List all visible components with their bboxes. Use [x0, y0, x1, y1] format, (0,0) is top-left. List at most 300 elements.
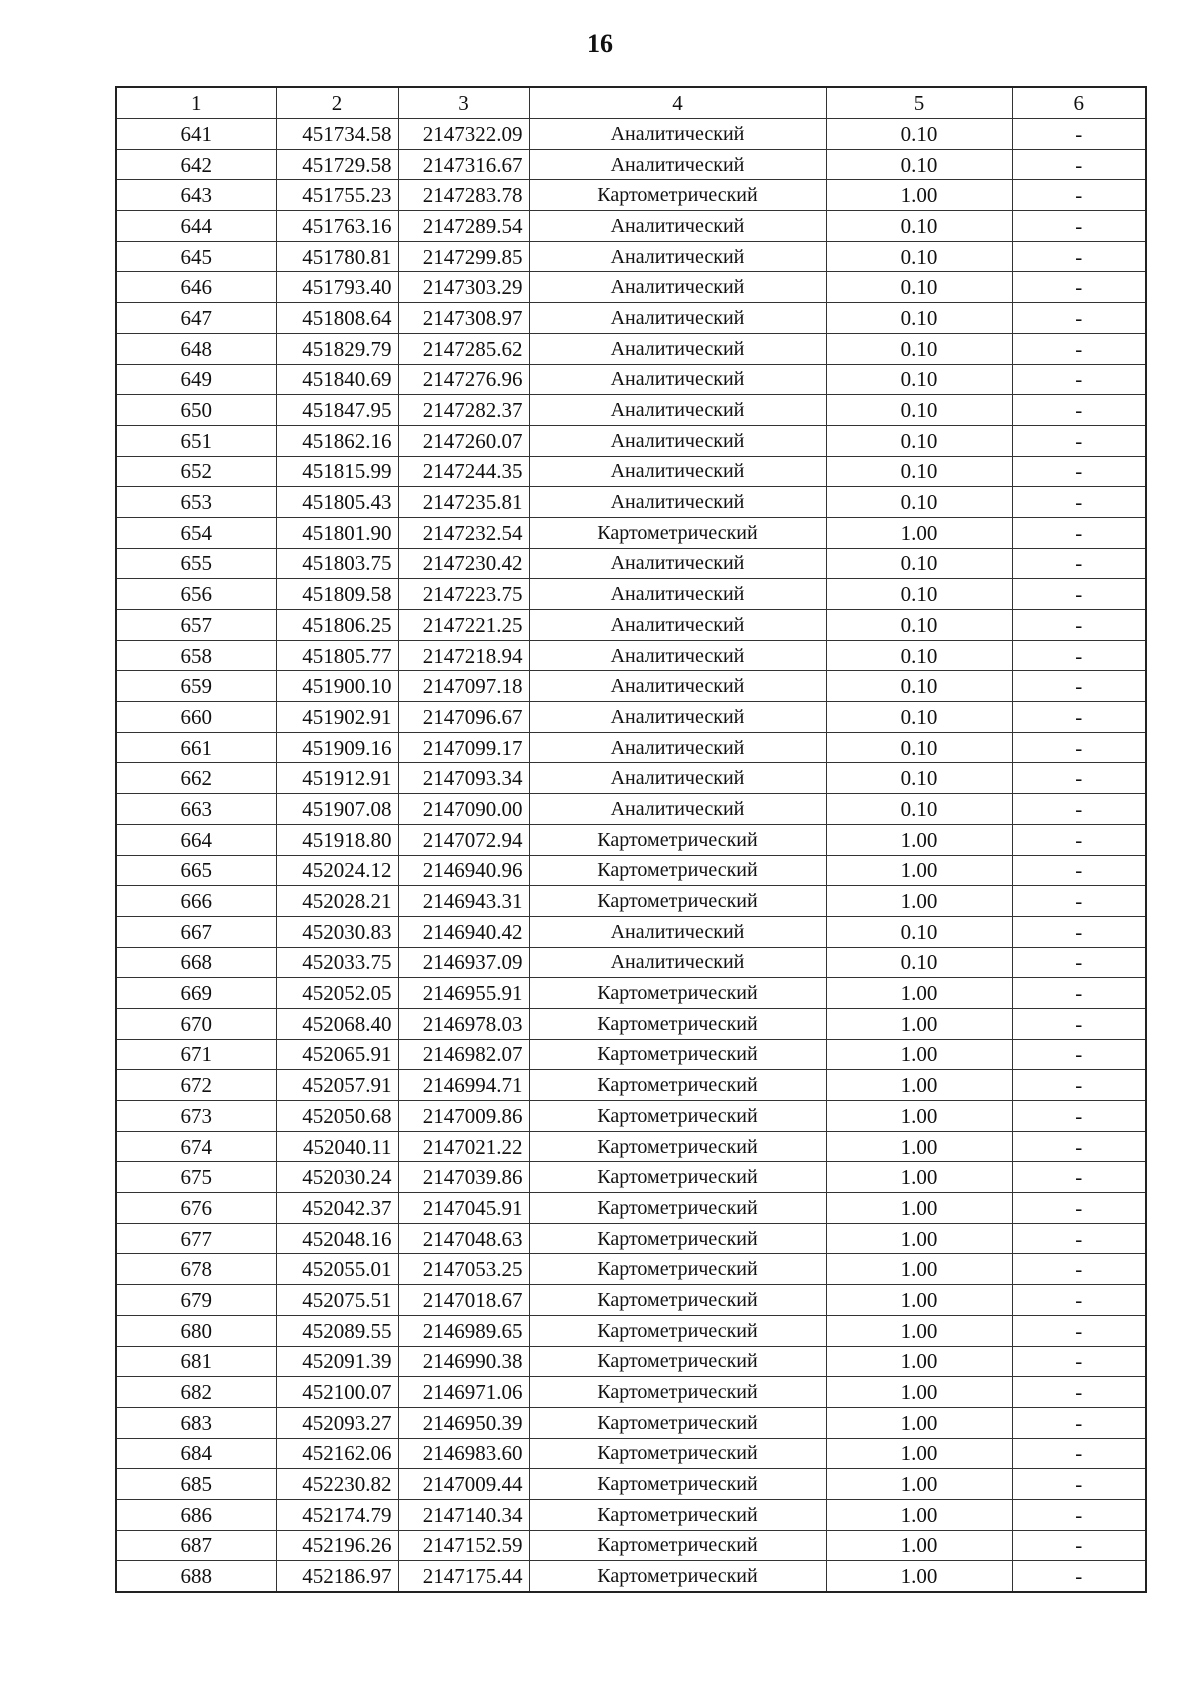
- x-coordinate-cell: 451763.16: [276, 211, 398, 242]
- y-coordinate-cell: 2147175.44: [398, 1561, 529, 1592]
- table-row: [116, 824, 1146, 855]
- note-cell: -: [1012, 1561, 1146, 1592]
- accuracy-cell: 1.00: [826, 1469, 1012, 1500]
- point-number-cell: 647: [116, 303, 276, 334]
- x-coordinate-cell: 452174.79: [276, 1499, 398, 1530]
- method-cell: Аналитический: [529, 456, 826, 487]
- y-coordinate-cell: 2146940.42: [398, 916, 529, 947]
- table-row: [116, 272, 1146, 303]
- table-row: [116, 579, 1146, 610]
- y-coordinate-cell: 2146971.06: [398, 1377, 529, 1408]
- note-cell: -: [1012, 702, 1146, 733]
- table-row: [116, 916, 1146, 947]
- point-number-cell: 678: [116, 1254, 276, 1285]
- y-coordinate-cell: 2147232.54: [398, 517, 529, 548]
- accuracy-cell: 0.10: [826, 548, 1012, 579]
- table-row: [116, 456, 1146, 487]
- accuracy-cell: 1.00: [826, 1008, 1012, 1039]
- accuracy-cell: 1.00: [826, 1285, 1012, 1316]
- y-coordinate-cell: 2147218.94: [398, 640, 529, 671]
- coordinates-table: [115, 86, 1147, 1593]
- table-row: [116, 610, 1146, 641]
- x-coordinate-cell: 452089.55: [276, 1315, 398, 1346]
- note-cell: -: [1012, 487, 1146, 518]
- method-cell: Аналитический: [529, 272, 826, 303]
- table-row: [116, 732, 1146, 763]
- method-cell: Аналитический: [529, 732, 826, 763]
- method-cell: Картометрический: [529, 180, 826, 211]
- method-cell: Картометрический: [529, 1223, 826, 1254]
- accuracy-cell: 1.00: [826, 1315, 1012, 1346]
- point-number-cell: 672: [116, 1070, 276, 1101]
- y-coordinate-cell: 2146990.38: [398, 1346, 529, 1377]
- table-row: [116, 855, 1146, 886]
- method-cell: Аналитический: [529, 702, 826, 733]
- y-coordinate-cell: 2147096.67: [398, 702, 529, 733]
- x-coordinate-cell: 452048.16: [276, 1223, 398, 1254]
- x-coordinate-cell: 451780.81: [276, 241, 398, 272]
- accuracy-cell: 0.10: [826, 456, 1012, 487]
- x-coordinate-cell: 452162.06: [276, 1438, 398, 1469]
- y-coordinate-cell: 2146983.60: [398, 1438, 529, 1469]
- point-number-cell: 679: [116, 1285, 276, 1316]
- note-cell: -: [1012, 241, 1146, 272]
- method-cell: Картометрический: [529, 1039, 826, 1070]
- method-cell: Аналитический: [529, 916, 826, 947]
- column-header-6: 6: [1012, 87, 1146, 119]
- table-row: [116, 671, 1146, 702]
- y-coordinate-cell: 2147140.34: [398, 1499, 529, 1530]
- y-coordinate-cell: 2146940.96: [398, 855, 529, 886]
- table-row: [116, 303, 1146, 334]
- method-cell: Картометрический: [529, 1162, 826, 1193]
- accuracy-cell: 0.10: [826, 395, 1012, 426]
- point-number-cell: 668: [116, 947, 276, 978]
- accuracy-cell: 0.10: [826, 671, 1012, 702]
- y-coordinate-cell: 2147308.97: [398, 303, 529, 334]
- y-coordinate-cell: 2146978.03: [398, 1008, 529, 1039]
- y-coordinate-cell: 2147009.86: [398, 1101, 529, 1132]
- x-coordinate-cell: 451806.25: [276, 610, 398, 641]
- note-cell: -: [1012, 395, 1146, 426]
- accuracy-cell: 1.00: [826, 1438, 1012, 1469]
- method-cell: Аналитический: [529, 303, 826, 334]
- accuracy-cell: 1.00: [826, 1377, 1012, 1408]
- note-cell: -: [1012, 364, 1146, 395]
- method-cell: Картометрический: [529, 978, 826, 1009]
- method-cell: Картометрический: [529, 1070, 826, 1101]
- x-coordinate-cell: 452030.83: [276, 916, 398, 947]
- point-number-cell: 685: [116, 1469, 276, 1500]
- x-coordinate-cell: 451801.90: [276, 517, 398, 548]
- x-coordinate-cell: 452057.91: [276, 1070, 398, 1101]
- point-number-cell: 671: [116, 1039, 276, 1070]
- x-coordinate-cell: 451755.23: [276, 180, 398, 211]
- table-row: [116, 487, 1146, 518]
- accuracy-cell: 1.00: [826, 1131, 1012, 1162]
- x-coordinate-cell: 452030.24: [276, 1162, 398, 1193]
- note-cell: -: [1012, 211, 1146, 242]
- note-cell: -: [1012, 1530, 1146, 1561]
- table-row: [116, 548, 1146, 579]
- accuracy-cell: 1.00: [826, 180, 1012, 211]
- note-cell: -: [1012, 1377, 1146, 1408]
- method-cell: Аналитический: [529, 548, 826, 579]
- note-cell: -: [1012, 1039, 1146, 1070]
- y-coordinate-cell: 2147097.18: [398, 671, 529, 702]
- x-coordinate-cell: 451815.99: [276, 456, 398, 487]
- note-cell: -: [1012, 732, 1146, 763]
- point-number-cell: 667: [116, 916, 276, 947]
- note-cell: -: [1012, 1008, 1146, 1039]
- x-coordinate-cell: 452040.11: [276, 1131, 398, 1162]
- point-number-cell: 646: [116, 272, 276, 303]
- point-number-cell: 662: [116, 763, 276, 794]
- y-coordinate-cell: 2146937.09: [398, 947, 529, 978]
- accuracy-cell: 1.00: [826, 886, 1012, 917]
- table-row: [116, 149, 1146, 180]
- x-coordinate-cell: 452186.97: [276, 1561, 398, 1592]
- method-cell: Аналитический: [529, 763, 826, 794]
- x-coordinate-cell: 451809.58: [276, 579, 398, 610]
- table-row: [116, 241, 1146, 272]
- table-row: [116, 119, 1146, 150]
- point-number-cell: 688: [116, 1561, 276, 1592]
- x-coordinate-cell: 451900.10: [276, 671, 398, 702]
- accuracy-cell: 0.10: [826, 732, 1012, 763]
- accuracy-cell: 0.10: [826, 272, 1012, 303]
- accuracy-cell: 0.10: [826, 947, 1012, 978]
- y-coordinate-cell: 2147283.78: [398, 180, 529, 211]
- note-cell: -: [1012, 1162, 1146, 1193]
- note-cell: -: [1012, 119, 1146, 150]
- x-coordinate-cell: 451909.16: [276, 732, 398, 763]
- method-cell: Аналитический: [529, 947, 826, 978]
- note-cell: -: [1012, 456, 1146, 487]
- y-coordinate-cell: 2147099.17: [398, 732, 529, 763]
- table-row: [116, 1438, 1146, 1469]
- table-row: [116, 640, 1146, 671]
- point-number-cell: 675: [116, 1162, 276, 1193]
- x-coordinate-cell: 451840.69: [276, 364, 398, 395]
- point-number-cell: 687: [116, 1530, 276, 1561]
- y-coordinate-cell: 2147045.91: [398, 1193, 529, 1224]
- method-cell: Картометрический: [529, 824, 826, 855]
- method-cell: Аналитический: [529, 487, 826, 518]
- x-coordinate-cell: 451803.75: [276, 548, 398, 579]
- x-coordinate-cell: 452075.51: [276, 1285, 398, 1316]
- table-row: [116, 1131, 1146, 1162]
- note-cell: -: [1012, 579, 1146, 610]
- method-cell: Картометрический: [529, 1315, 826, 1346]
- y-coordinate-cell: 2147322.09: [398, 119, 529, 150]
- accuracy-cell: 1.00: [826, 1530, 1012, 1561]
- table-row: [116, 794, 1146, 825]
- method-cell: Картометрический: [529, 1407, 826, 1438]
- y-coordinate-cell: 2147009.44: [398, 1469, 529, 1500]
- table-row: [116, 1469, 1146, 1500]
- note-cell: -: [1012, 886, 1146, 917]
- note-cell: -: [1012, 1285, 1146, 1316]
- accuracy-cell: 0.10: [826, 241, 1012, 272]
- point-number-cell: 651: [116, 425, 276, 456]
- note-cell: -: [1012, 1499, 1146, 1530]
- method-cell: Картометрический: [529, 1346, 826, 1377]
- note-cell: -: [1012, 947, 1146, 978]
- table-row: [116, 886, 1146, 917]
- point-number-cell: 666: [116, 886, 276, 917]
- accuracy-cell: 0.10: [826, 640, 1012, 671]
- table-header: [116, 87, 1146, 119]
- method-cell: Аналитический: [529, 241, 826, 272]
- x-coordinate-cell: 452055.01: [276, 1254, 398, 1285]
- point-number-cell: 665: [116, 855, 276, 886]
- point-number-cell: 656: [116, 579, 276, 610]
- accuracy-cell: 0.10: [826, 794, 1012, 825]
- point-number-cell: 660: [116, 702, 276, 733]
- table-row: [116, 702, 1146, 733]
- method-cell: Картометрический: [529, 517, 826, 548]
- accuracy-cell: 1.00: [826, 855, 1012, 886]
- y-coordinate-cell: 2147303.29: [398, 272, 529, 303]
- point-number-cell: 677: [116, 1223, 276, 1254]
- accuracy-cell: 1.00: [826, 1407, 1012, 1438]
- accuracy-cell: 1.00: [826, 1070, 1012, 1101]
- method-cell: Картометрический: [529, 1561, 826, 1592]
- table-row: [116, 1101, 1146, 1132]
- accuracy-cell: 0.10: [826, 333, 1012, 364]
- y-coordinate-cell: 2147285.62: [398, 333, 529, 364]
- note-cell: -: [1012, 548, 1146, 579]
- note-cell: -: [1012, 1223, 1146, 1254]
- accuracy-cell: 1.00: [826, 1254, 1012, 1285]
- accuracy-cell: 0.10: [826, 702, 1012, 733]
- point-number-cell: 650: [116, 395, 276, 426]
- x-coordinate-cell: 452050.68: [276, 1101, 398, 1132]
- note-cell: -: [1012, 1315, 1146, 1346]
- table-row: [116, 1315, 1146, 1346]
- accuracy-cell: 1.00: [826, 1101, 1012, 1132]
- x-coordinate-cell: 452028.21: [276, 886, 398, 917]
- y-coordinate-cell: 2147021.22: [398, 1131, 529, 1162]
- y-coordinate-cell: 2147235.81: [398, 487, 529, 518]
- note-cell: -: [1012, 763, 1146, 794]
- table-row: [116, 364, 1146, 395]
- point-number-cell: 681: [116, 1346, 276, 1377]
- point-number-cell: 680: [116, 1315, 276, 1346]
- x-coordinate-cell: 452230.82: [276, 1469, 398, 1500]
- method-cell: Аналитический: [529, 364, 826, 395]
- note-cell: -: [1012, 1254, 1146, 1285]
- point-number-cell: 658: [116, 640, 276, 671]
- table-row: [116, 1285, 1146, 1316]
- y-coordinate-cell: 2146950.39: [398, 1407, 529, 1438]
- point-number-cell: 653: [116, 487, 276, 518]
- x-coordinate-cell: 451729.58: [276, 149, 398, 180]
- x-coordinate-cell: 452052.05: [276, 978, 398, 1009]
- y-coordinate-cell: 2147230.42: [398, 548, 529, 579]
- note-cell: -: [1012, 824, 1146, 855]
- y-coordinate-cell: 2147299.85: [398, 241, 529, 272]
- x-coordinate-cell: 451847.95: [276, 395, 398, 426]
- x-coordinate-cell: 451918.80: [276, 824, 398, 855]
- y-coordinate-cell: 2147152.59: [398, 1530, 529, 1561]
- column-header-5: 5: [826, 87, 1012, 119]
- x-coordinate-cell: 451829.79: [276, 333, 398, 364]
- accuracy-cell: 0.10: [826, 487, 1012, 518]
- accuracy-cell: 0.10: [826, 119, 1012, 150]
- x-coordinate-cell: 451805.77: [276, 640, 398, 671]
- point-number-cell: 673: [116, 1101, 276, 1132]
- method-cell: Картометрический: [529, 1131, 826, 1162]
- method-cell: Аналитический: [529, 794, 826, 825]
- point-number-cell: 644: [116, 211, 276, 242]
- accuracy-cell: 1.00: [826, 824, 1012, 855]
- accuracy-cell: 1.00: [826, 1193, 1012, 1224]
- y-coordinate-cell: 2146989.65: [398, 1315, 529, 1346]
- y-coordinate-cell: 2146955.91: [398, 978, 529, 1009]
- y-coordinate-cell: 2147221.25: [398, 610, 529, 641]
- table-body: [116, 119, 1146, 1593]
- x-coordinate-cell: 451808.64: [276, 303, 398, 334]
- x-coordinate-cell: 452024.12: [276, 855, 398, 886]
- note-cell: -: [1012, 1070, 1146, 1101]
- method-cell: Аналитический: [529, 333, 826, 364]
- table-row: [116, 947, 1146, 978]
- accuracy-cell: 1.00: [826, 1499, 1012, 1530]
- table-row: [116, 1223, 1146, 1254]
- method-cell: Аналитический: [529, 149, 826, 180]
- x-coordinate-cell: 451793.40: [276, 272, 398, 303]
- y-coordinate-cell: 2147289.54: [398, 211, 529, 242]
- table-row: [116, 1162, 1146, 1193]
- note-cell: -: [1012, 671, 1146, 702]
- x-coordinate-cell: 452065.91: [276, 1039, 398, 1070]
- note-cell: -: [1012, 149, 1146, 180]
- note-cell: -: [1012, 517, 1146, 548]
- note-cell: -: [1012, 794, 1146, 825]
- point-number-cell: 641: [116, 119, 276, 150]
- method-cell: Картометрический: [529, 1193, 826, 1224]
- point-number-cell: 686: [116, 1499, 276, 1530]
- x-coordinate-cell: 451862.16: [276, 425, 398, 456]
- y-coordinate-cell: 2147260.07: [398, 425, 529, 456]
- table-row: [116, 1407, 1146, 1438]
- note-cell: -: [1012, 1193, 1146, 1224]
- table-row: [116, 517, 1146, 548]
- point-number-cell: 657: [116, 610, 276, 641]
- y-coordinate-cell: 2147282.37: [398, 395, 529, 426]
- column-header-4: 4: [529, 87, 826, 119]
- note-cell: -: [1012, 1346, 1146, 1377]
- y-coordinate-cell: 2147053.25: [398, 1254, 529, 1285]
- method-cell: Аналитический: [529, 579, 826, 610]
- y-coordinate-cell: 2147018.67: [398, 1285, 529, 1316]
- table-row: [116, 395, 1146, 426]
- method-cell: Картометрический: [529, 1008, 826, 1039]
- method-cell: Картометрический: [529, 855, 826, 886]
- note-cell: -: [1012, 1407, 1146, 1438]
- y-coordinate-cell: 2146982.07: [398, 1039, 529, 1070]
- method-cell: Аналитический: [529, 610, 826, 641]
- note-cell: -: [1012, 1101, 1146, 1132]
- point-number-cell: 659: [116, 671, 276, 702]
- method-cell: Аналитический: [529, 395, 826, 426]
- note-cell: -: [1012, 1131, 1146, 1162]
- table-row: [116, 211, 1146, 242]
- method-cell: Картометрический: [529, 1285, 826, 1316]
- accuracy-cell: 0.10: [826, 303, 1012, 334]
- table-row: [116, 1008, 1146, 1039]
- note-cell: -: [1012, 180, 1146, 211]
- point-number-cell: 645: [116, 241, 276, 272]
- accuracy-cell: 0.10: [826, 425, 1012, 456]
- accuracy-cell: 1.00: [826, 1039, 1012, 1070]
- table-row: [116, 1499, 1146, 1530]
- note-cell: -: [1012, 333, 1146, 364]
- method-cell: Аналитический: [529, 119, 826, 150]
- y-coordinate-cell: 2147316.67: [398, 149, 529, 180]
- y-coordinate-cell: 2147276.96: [398, 364, 529, 395]
- y-coordinate-cell: 2147223.75: [398, 579, 529, 610]
- point-number-cell: 649: [116, 364, 276, 395]
- column-header-3: 3: [398, 87, 529, 119]
- table-row: [116, 1039, 1146, 1070]
- point-number-cell: 661: [116, 732, 276, 763]
- point-number-cell: 648: [116, 333, 276, 364]
- note-cell: -: [1012, 303, 1146, 334]
- table-row: [116, 763, 1146, 794]
- y-coordinate-cell: 2147093.34: [398, 763, 529, 794]
- y-coordinate-cell: 2147048.63: [398, 1223, 529, 1254]
- x-coordinate-cell: 452100.07: [276, 1377, 398, 1408]
- table-row: [116, 425, 1146, 456]
- accuracy-cell: 0.10: [826, 211, 1012, 242]
- method-cell: Картометрический: [529, 886, 826, 917]
- point-number-cell: 684: [116, 1438, 276, 1469]
- method-cell: Картометрический: [529, 1254, 826, 1285]
- note-cell: -: [1012, 640, 1146, 671]
- method-cell: Аналитический: [529, 211, 826, 242]
- accuracy-cell: 0.10: [826, 610, 1012, 641]
- accuracy-cell: 1.00: [826, 978, 1012, 1009]
- method-cell: Аналитический: [529, 640, 826, 671]
- column-header-1: 1: [116, 87, 276, 119]
- method-cell: Картометрический: [529, 1438, 826, 1469]
- x-coordinate-cell: 452033.75: [276, 947, 398, 978]
- point-number-cell: 654: [116, 517, 276, 548]
- table-row: [116, 1070, 1146, 1101]
- x-coordinate-cell: 452091.39: [276, 1346, 398, 1377]
- x-coordinate-cell: 452068.40: [276, 1008, 398, 1039]
- note-cell: -: [1012, 272, 1146, 303]
- accuracy-cell: 1.00: [826, 1162, 1012, 1193]
- table-row: [116, 1377, 1146, 1408]
- point-number-cell: 676: [116, 1193, 276, 1224]
- accuracy-cell: 0.10: [826, 916, 1012, 947]
- method-cell: Картометрический: [529, 1499, 826, 1530]
- point-number-cell: 642: [116, 149, 276, 180]
- point-number-cell: 655: [116, 548, 276, 579]
- point-number-cell: 669: [116, 978, 276, 1009]
- x-coordinate-cell: 451805.43: [276, 487, 398, 518]
- x-coordinate-cell: 451912.91: [276, 763, 398, 794]
- accuracy-cell: 1.00: [826, 1223, 1012, 1254]
- column-header-2: 2: [276, 87, 398, 119]
- method-cell: Аналитический: [529, 671, 826, 702]
- y-coordinate-cell: 2147072.94: [398, 824, 529, 855]
- accuracy-cell: 0.10: [826, 364, 1012, 395]
